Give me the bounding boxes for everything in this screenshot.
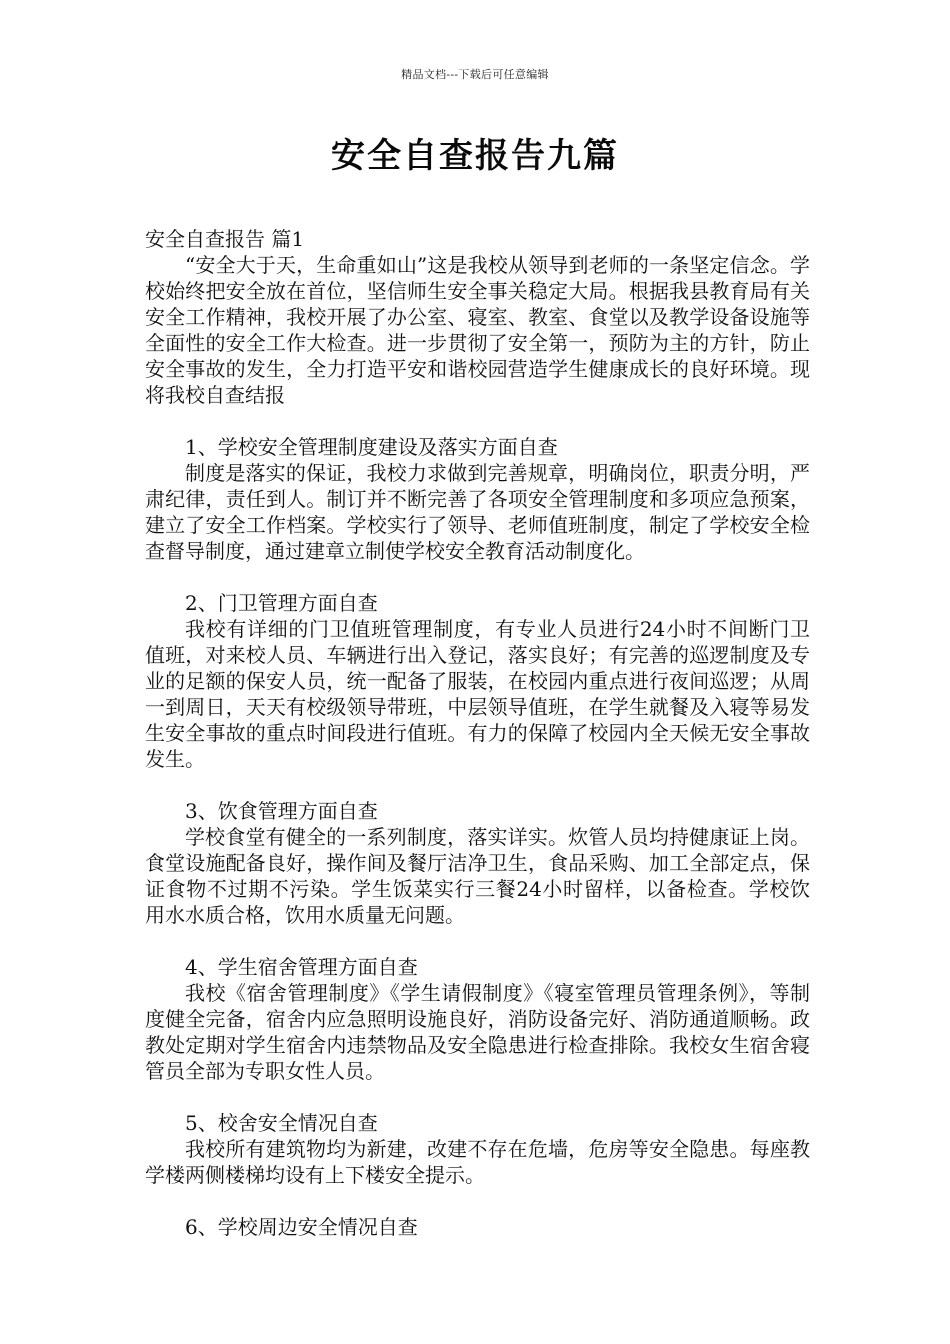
section-body-2: 我校有详细的门卫值班管理制度，有专业人员进行24小时不间断门卫值班，对来校人员、车辆进行出入登记，落实良好；有完善的巡逻制度及专业的足额的保安人员，统一配备了服装，在校园内重点进行夜间巡逻；从周一到周日，天天有校级领导带班，中层领导值班，在学生就餐及入寝等易发生安全事故的重点时间段进行值班。有力的保障了校园内全天候无安全事故发生。 bbox=[145, 617, 810, 771]
section-body-4: 我校《宿舍管理制度》《学生请假制度》《寝室管理员管理条例》，等制度健全完备，宿舍内应急照明设施良好，消防设备完好、消防通道顺畅。政教处定期对学生宿舍内违禁物品及安全隐患进行检查排除。我校女生宿舍寝管员全部为专职女性人员。 bbox=[145, 981, 810, 1083]
header-note: 精品文档---下载后可任意编辑 bbox=[401, 68, 549, 81]
paragraph-gap bbox=[145, 564, 810, 590]
section-body-1: 制度是落实的保证，我校力求做到完善规章，明确岗位，职责分明，严肃纪律，责任到人。制订并不断完善了各项安全管理制度和多项应急预案，建立了安全工作档案。学校实行了领导、老师值班制度，制定了学校安全检查督导制度，通过建章立制使学校安全教育活动制度化。 bbox=[145, 461, 810, 563]
paragraph-gap bbox=[145, 772, 810, 798]
paragraph-gap bbox=[145, 928, 810, 954]
section-heading-3: 3、饮食管理方面自查 bbox=[185, 799, 378, 823]
section-label: 安全自查报告 篇1 bbox=[145, 227, 305, 251]
section-body-3: 学校食堂有健全的一系列制度，落实详实。炊管人员均持健康证上岗。食堂设施配备良好，操作间及餐厅洁净卫生，食品采购、加工全部定点，保证食物不过期不污染。学生饭菜实行三餐24小时留样，以备检查。学校饮用水水质合格，饮用水质量无问题。 bbox=[145, 825, 810, 927]
intro-paragraph: “安全大于天，生命重如山”这是我校从领导到老师的一条坚定信念。学校始终把安全放在首位，坚信师生安全事关稳定大局。根据我县教育局有关安全工作精神，我校开展了办公室、寝室、教室、食堂以及教学设备设施等全面性的安全工作大检查。进一步贯彻了安全第一，预防为主的方针，防止安全事故的发生，全力打造平安和谐校园营造学生健康成长的良好环境。现将我校自查结报 bbox=[145, 253, 810, 407]
document-title: 安全自查报告九篇 bbox=[331, 136, 619, 176]
paragraph-gap bbox=[145, 408, 810, 434]
paragraph-gap bbox=[145, 1084, 810, 1110]
section-body-5: 我校所有建筑物均为新建，改建不存在危墙，危房等安全隐患。每座教学楼两侧楼梯均设有上下楼安全提示。 bbox=[145, 1137, 810, 1187]
section-heading-2: 2、门卫管理方面自查 bbox=[185, 591, 378, 615]
paragraph-gap bbox=[145, 1188, 810, 1214]
section-heading-5: 5、校舍安全情况自查 bbox=[185, 1111, 378, 1135]
section-heading-6: 6、学校周边安全情况自查 bbox=[185, 1215, 418, 1239]
section-heading-4: 4、学生宿舍管理方面自查 bbox=[185, 955, 418, 979]
section-heading-1: 1、学校安全管理制度建设及落实方面自查 bbox=[185, 435, 558, 459]
document-body bbox=[145, 226, 810, 1240]
